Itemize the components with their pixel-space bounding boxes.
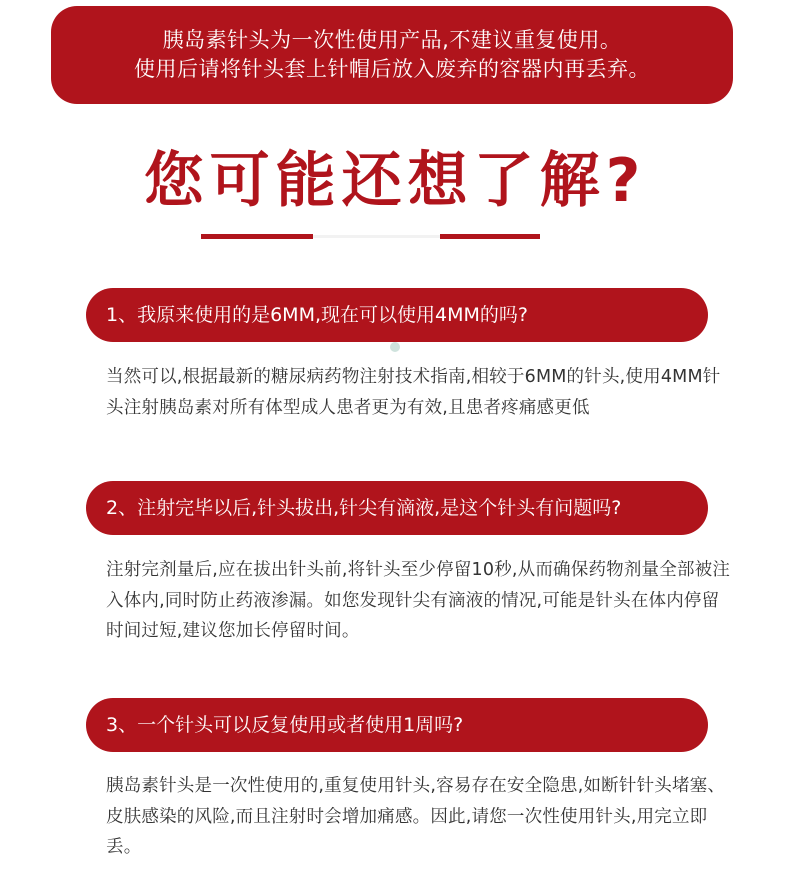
faq-question-2: 2、注射完毕以后,针头拔出,针尖有滴液,是这个针头有问题吗?: [86, 481, 708, 535]
title-underline-middle: [313, 235, 440, 238]
title-underline-left: [201, 234, 313, 239]
notice-line-1: 胰岛素针头为一次性使用产品,不建议重复使用。: [162, 28, 622, 52]
notice-line-2: 使用后请将针头套上针帽后放入废弃的容器内再丢弃。: [134, 57, 650, 81]
notice-banner: [51, 6, 733, 104]
page-title: 您可能还想了解?: [143, 146, 647, 216]
faq-answer-1: 当然可以,根据最新的糖尿病药物注射技术指南,相较于6MM的针头,使用4MM针头注射胰岛素对所有体型成人患者更为有效,且患者疼痛感更低: [106, 367, 721, 418]
title-underline-right: [440, 234, 540, 239]
faq-answer-2: 注射完剂量后,应在拔出针头前,将针头至少停留10秒,从而确保药物剂量全部被注入体内,同时防止药液渗漏。如您发现针尖有滴液的情况,可能是针头在体内停留时间过短,建议您加长停留时间。: [106, 560, 731, 641]
faq-question-3: 3、一个针头可以反复使用或者使用1周吗?: [86, 698, 708, 752]
decorative-dot: [390, 342, 400, 352]
faq-answer-3: 胰岛素针头是一次性使用的,重复使用针头,容易存在安全隐患,如断针针头堵塞、皮肤感染的风险,而且注射时会增加痛感。因此,请您一次性使用针头,用完立即丢。: [106, 776, 726, 857]
faq-question-1: 1、我原来使用的是6MM,现在可以使用4MM的吗?: [86, 288, 708, 342]
